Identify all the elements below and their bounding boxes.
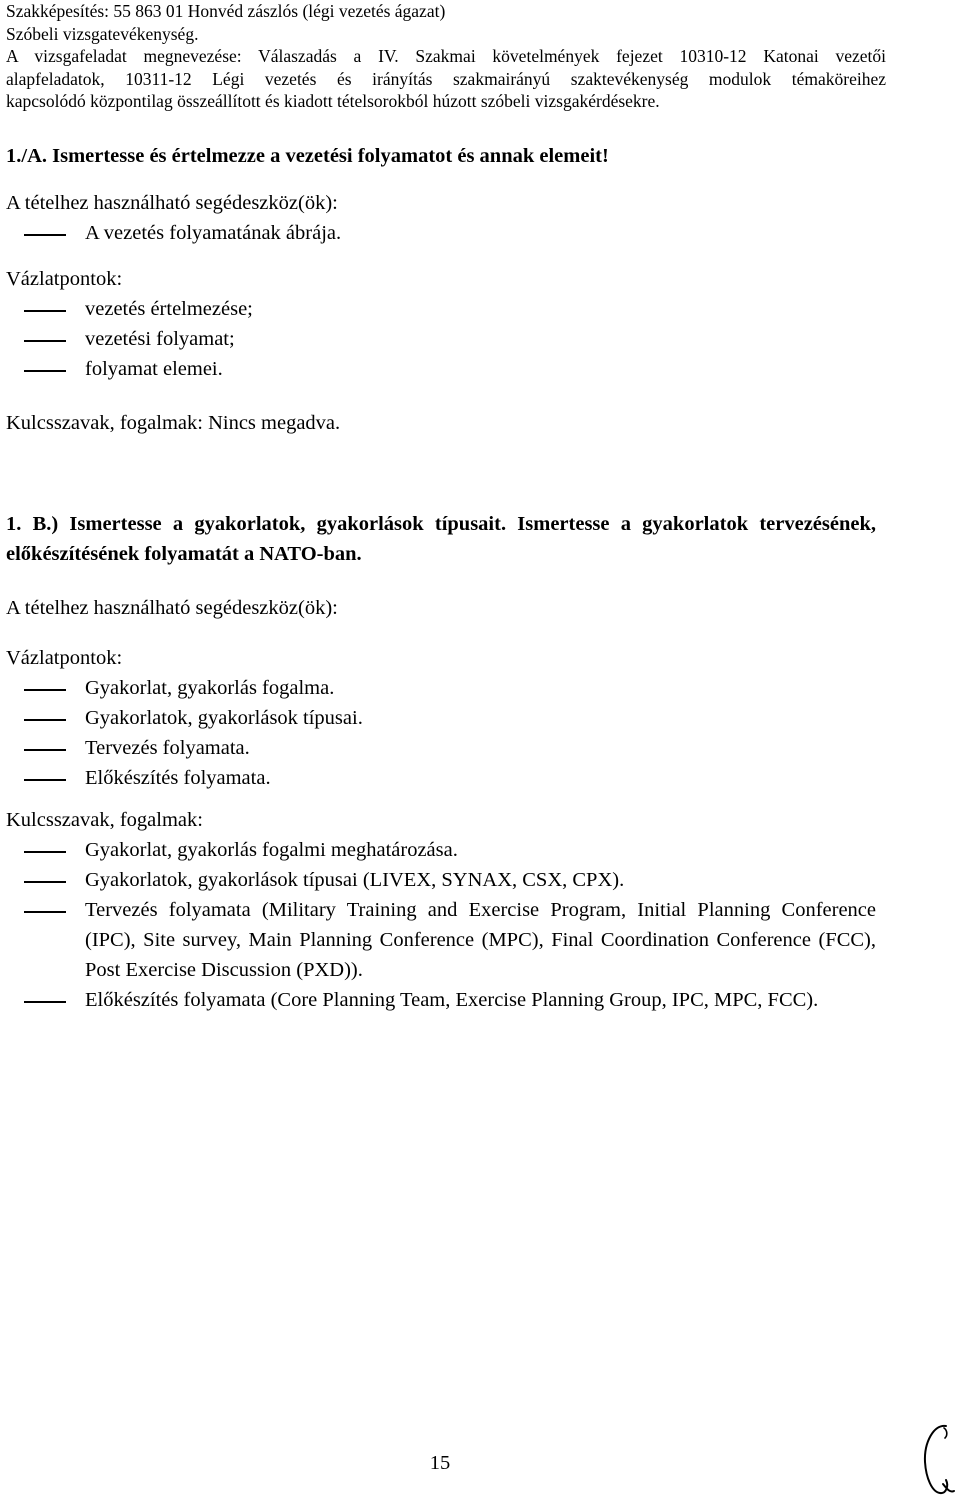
- section-b-title: 1. B.) Ismertesse a gyakorlatok, gyakorlások típusait. Ismertesse a gyakorlatok tervezésének, előkészítésének folyamatát a NATO-ban.: [6, 513, 876, 565]
- section-a-outline-list: [6, 294, 876, 384]
- list-item: folyamat elemei.: [6, 354, 876, 384]
- list-item: Tervezés folyamata (Military Training and Exercise Program, Initial Planning Conference (IPC), Site survey, Main Planning Conference (MPC), Final Coordination Conference (FCC), Post Exercise Discussion (PXD)).: [6, 895, 876, 985]
- list-item: vezetési folyamat;: [6, 324, 876, 354]
- header-task-line-2: alapfeladatok, 10311-12 Légi vezetés és irányítás szakmairányú szaktevékenység modulok témaköreihez: [6, 68, 886, 89]
- list-item: Gyakorlat, gyakorlás fogalma.: [6, 673, 876, 703]
- section-b-outline-list: [6, 673, 876, 793]
- section-a-tools-label: A tételhez használható segédeszköz(ök):: [6, 192, 338, 214]
- list-item: A vezetés folyamatának ábrája.: [6, 218, 876, 248]
- header-task-line-1: A vizsgafeladat megnevezése: Válaszadás a IV. Szakmai követelmények fejezet 10310-12 Katonai vezetői: [6, 46, 886, 66]
- list-item: vezetés értelmezése;: [6, 294, 876, 324]
- document-header: [6, 0, 886, 113]
- page-number: 15: [429, 1452, 451, 1474]
- list-item: Gyakorlat, gyakorlás fogalmi meghatározása.: [6, 835, 876, 865]
- list-item: Előkészítés folyamata.: [6, 763, 876, 793]
- section-b-keywords-list: [6, 835, 876, 1015]
- section-b: [6, 509, 876, 1015]
- list-item: Előkészítés folyamata (Core Planning Team, Exercise Planning Group, IPC, MPC, FCC).: [6, 985, 876, 1015]
- section-a-outline-label: Vázlatpontok:: [6, 268, 123, 290]
- list-item: Gyakorlatok, gyakorlások típusai (LIVEX, SYNAX, CSX, CPX).: [6, 865, 876, 895]
- header-exam-type: Szóbeli vizsgatevékenység.: [6, 23, 199, 44]
- section-b-outline-label: Vázlatpontok:: [6, 647, 123, 669]
- section-a-tools-list: [6, 218, 876, 248]
- list-item: Gyakorlatok, gyakorlások típusai.: [6, 703, 876, 733]
- header-task-line-3: kapcsolódó központilag összeállított és kiadott tételsorokból húzott szóbeli vizsgakérdésekre.: [6, 91, 660, 111]
- section-b-tools-label: A tételhez használható segédeszköz(ök):: [6, 597, 338, 619]
- section-a-keywords: Kulcsszavak, fogalmak: Nincs megadva.: [6, 412, 341, 434]
- list-item: Tervezés folyamata.: [6, 733, 876, 763]
- header-qualification: Szakképesítés: 55 863 01 Honvéd zászlós (légi vezetés ágazat): [6, 1, 446, 21]
- handwritten-signature: [916, 1418, 956, 1498]
- section-a-title: 1./A. Ismertesse és értelmezze a vezetési folyamatot és annak elemeit!: [6, 145, 609, 167]
- section-b-keywords-label: Kulcsszavak, fogalmak:: [6, 809, 203, 831]
- section-a: [6, 141, 876, 438]
